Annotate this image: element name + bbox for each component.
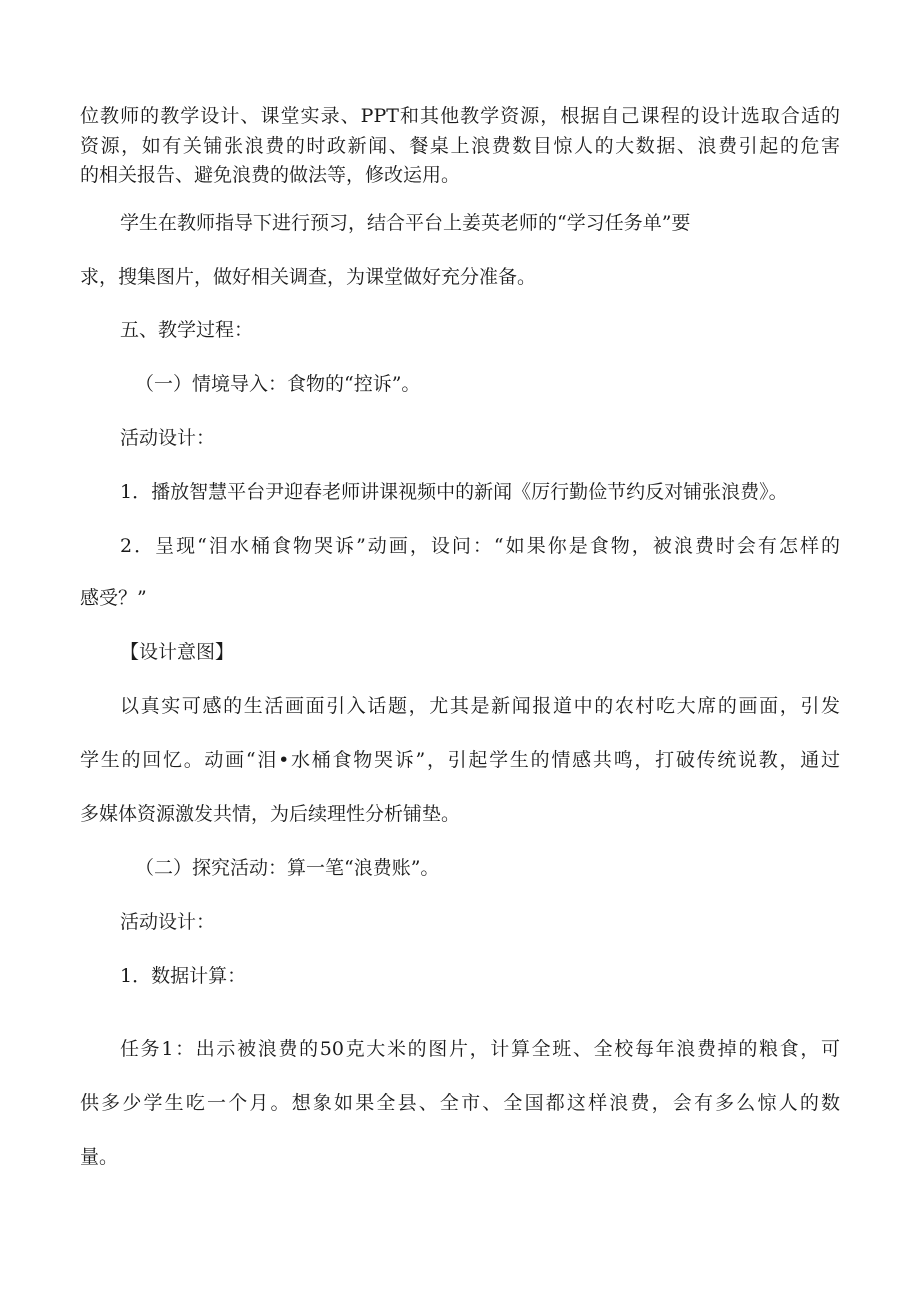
list-item: 2．呈现“泪水桶食物哭诉”动画，设问：“如果你是食物，被浪费时会有怎样的 [120,535,840,557]
paragraph-line: 资源，如有关铺张浪费的时政新闻、餐桌上浪费数目惊人的大数据、浪费引起的危害 [80,135,840,157]
subsection-heading: （二）探究活动：算一笔“浪费账”。 [135,857,440,879]
paragraph-line: 任务1：出示被浪费的50克大米的图片，计算全班、全校每年浪费掉的粮食，可 [120,1038,840,1060]
paragraph-line: 学生在教师指导下进行预习，结合平台上姜英老师的“学习任务单”要 [120,212,691,234]
design-intent-heading: 【设计意图】 [120,641,235,663]
list-item: 1．数据计算： [120,965,247,987]
list-item-continuation: 感受？” [80,587,147,609]
paragraph-line: 求，搜集图片，做好相关调查，为课堂做好充分准备。 [80,266,537,288]
paragraph-line: 多媒体资源激发共情，为后续理性分析铺垫。 [80,803,461,825]
subsection-heading: （一）情境导入：食物的“控诉”。 [135,373,421,395]
list-item: 1．播放智慧平台尹迎春老师讲课视频中的新闻《厉行勤俭节约反对铺张浪费》。 [120,481,788,503]
paragraph-line: 以真实可感的生活画面引入话题，尤其是新闻报道中的农村吃大席的画面，引发 [120,695,840,717]
paragraph-line: 的相关报告、避免浪费的做法等，修改运用。 [80,164,461,186]
section-heading: 五、教学过程： [120,319,254,341]
activity-label: 活动设计： [120,427,216,449]
paragraph-line: 位教师的教学设计、课堂实录、PPT和其他教学资源，根据自己课程的设计选取合适的 [80,105,840,127]
paragraph-line: 学生的回忆。动画“泪•水桶食物哭诉”，引起学生的情感共鸣，打破传统说教，通过 [80,749,840,771]
activity-label: 活动设计： [120,911,216,933]
paragraph-line: 量。 [80,1146,119,1168]
paragraph-line: 供多少学生吃一个月。想象如果全县、全市、全国都这样浪费，会有多么惊人的数 [80,1092,840,1114]
